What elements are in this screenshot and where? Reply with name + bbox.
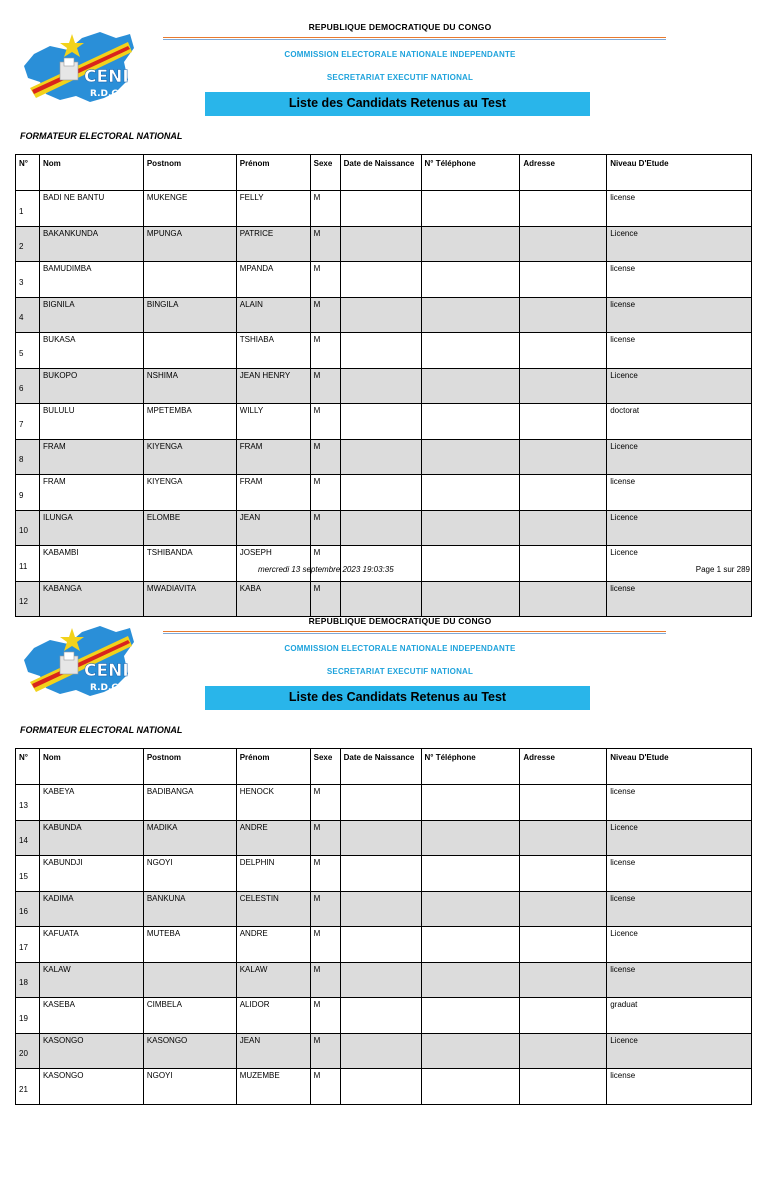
cell-num: 17 <box>16 927 40 963</box>
cell-telephone <box>421 297 520 333</box>
header-rule-blue <box>163 633 666 634</box>
table-row <box>16 785 752 821</box>
cell-postnom: ELOMBE <box>143 510 236 546</box>
logo-text: CENI <box>84 661 129 681</box>
cell-niveau: license <box>607 581 752 617</box>
table-row <box>16 368 752 404</box>
col-telephone: N° Téléphone <box>421 749 520 785</box>
cell-niveau: license <box>607 475 752 511</box>
cell-adresse <box>520 820 607 856</box>
cell-nom: BUKOPO <box>39 368 143 404</box>
cell-prenom: JOSEPH <box>236 546 310 582</box>
cell-sexe: M <box>310 297 340 333</box>
cell-niveau: license <box>607 962 752 998</box>
cell-postnom: NSHIMA <box>143 368 236 404</box>
cell-num: 6 <box>16 368 40 404</box>
cell-postnom: KASONGO <box>143 1033 236 1069</box>
cell-sexe: M <box>310 581 340 617</box>
cell-num: 18 <box>16 962 40 998</box>
cell-sexe: M <box>310 856 340 892</box>
cell-date-naissance <box>340 333 421 369</box>
cell-niveau: Licence <box>607 510 752 546</box>
secretariat-heading: SECRETARIAT EXECUTIF NATIONAL <box>326 667 474 676</box>
logo-subtext: R.D.C <box>90 683 119 693</box>
cell-prenom: JEAN HENRY <box>236 368 310 404</box>
cell-niveau: Licence <box>607 1033 752 1069</box>
logo-subtext: R.D.C <box>90 89 119 99</box>
cell-postnom: MWADIAVITA <box>143 581 236 617</box>
col-adresse: Adresse <box>520 749 607 785</box>
cell-nom: BIGNILA <box>39 297 143 333</box>
cell-date-naissance <box>340 191 421 227</box>
cell-prenom: KALAW <box>236 962 310 998</box>
cell-prenom: ALIDOR <box>236 998 310 1034</box>
cell-date-naissance <box>340 262 421 298</box>
cell-telephone <box>421 404 520 440</box>
col-adresse: Adresse <box>520 155 607 191</box>
cell-telephone <box>421 191 520 227</box>
cell-date-naissance <box>340 998 421 1034</box>
candidates-table <box>15 748 752 1105</box>
commission-heading: COMMISSION ELECTORALE NATIONALE INDEPENDANTE <box>284 644 516 653</box>
cell-nom: KASONGO <box>39 1069 143 1105</box>
table-row <box>16 191 752 227</box>
cell-niveau: license <box>607 297 752 333</box>
cell-date-naissance <box>340 891 421 927</box>
page-number: Page 1 sur 289 <box>695 565 750 574</box>
cell-nom: KASEBA <box>39 998 143 1034</box>
cell-prenom: TSHIABA <box>236 333 310 369</box>
cell-sexe: M <box>310 226 340 262</box>
col-sexe: Sexe <box>310 155 340 191</box>
list-title: Liste des Candidats Retenus au Test <box>205 686 590 710</box>
section-label: FORMATEUR ELECTORAL NATIONAL <box>20 131 183 141</box>
cell-num: 9 <box>16 475 40 511</box>
cell-telephone <box>421 856 520 892</box>
page-2 <box>0 594 768 1188</box>
col-num: N° <box>16 749 40 785</box>
cell-sexe: M <box>310 333 340 369</box>
table-row <box>16 546 752 582</box>
col-nom: Nom <box>39 155 143 191</box>
cell-nom: KABUNDA <box>39 820 143 856</box>
cell-num: 11 <box>16 546 40 582</box>
cell-niveau: Licence <box>607 820 752 856</box>
cell-prenom: FELLY <box>236 191 310 227</box>
cell-num: 21 <box>16 1069 40 1105</box>
cell-adresse <box>520 368 607 404</box>
cell-niveau: license <box>607 891 752 927</box>
cell-sexe: M <box>310 510 340 546</box>
cell-niveau: license <box>607 856 752 892</box>
cell-sexe: M <box>310 368 340 404</box>
table-row <box>16 927 752 963</box>
cell-prenom: HENOCK <box>236 785 310 821</box>
cell-nom: KABUNDJI <box>39 856 143 892</box>
candidates-table <box>15 154 752 617</box>
cell-adresse <box>520 1069 607 1105</box>
cell-adresse <box>520 333 607 369</box>
cell-telephone <box>421 262 520 298</box>
section-label: FORMATEUR ELECTORAL NATIONAL <box>20 725 183 735</box>
table-row <box>16 1033 752 1069</box>
cell-telephone <box>421 439 520 475</box>
table-row <box>16 475 752 511</box>
cell-postnom: KIYENGA <box>143 475 236 511</box>
cell-adresse <box>520 297 607 333</box>
table-row <box>16 510 752 546</box>
cell-telephone <box>421 998 520 1034</box>
cell-adresse <box>520 546 607 582</box>
cell-postnom <box>143 962 236 998</box>
cell-adresse <box>520 475 607 511</box>
cell-niveau: license <box>607 262 752 298</box>
cell-postnom: BANKUNA <box>143 891 236 927</box>
cell-num: 10 <box>16 510 40 546</box>
cell-postnom: CIMBELA <box>143 998 236 1034</box>
cell-prenom: ANDRE <box>236 927 310 963</box>
cell-num: 14 <box>16 820 40 856</box>
cell-prenom: FRAM <box>236 475 310 511</box>
cell-postnom <box>143 333 236 369</box>
cell-nom: BADI NE BANTU <box>39 191 143 227</box>
cell-prenom: KABA <box>236 581 310 617</box>
cell-postnom: MPETEMBA <box>143 404 236 440</box>
cell-nom: KABAMBI <box>39 546 143 582</box>
cell-nom: FRAM <box>39 475 143 511</box>
cell-telephone <box>421 927 520 963</box>
cell-telephone <box>421 226 520 262</box>
cell-adresse <box>520 439 607 475</box>
cell-sexe: M <box>310 546 340 582</box>
cell-telephone <box>421 1033 520 1069</box>
cell-num: 3 <box>16 262 40 298</box>
ceni-logo <box>20 618 138 700</box>
secretariat-heading: SECRETARIAT EXECUTIF NATIONAL <box>326 73 474 82</box>
cell-date-naissance <box>340 856 421 892</box>
cell-prenom: JEAN <box>236 1033 310 1069</box>
cell-sexe: M <box>310 785 340 821</box>
cell-niveau: Licence <box>607 226 752 262</box>
cell-prenom: ANDRE <box>236 820 310 856</box>
cell-telephone <box>421 1069 520 1105</box>
cell-postnom: MPUNGA <box>143 226 236 262</box>
cell-postnom: BINGILA <box>143 297 236 333</box>
cell-date-naissance <box>340 368 421 404</box>
print-date: mercredi 13 septembre 2023 19:03:35 <box>258 565 394 574</box>
logo-text: CENI <box>84 67 129 87</box>
ceni-logo <box>20 24 138 106</box>
cell-nom: BAMUDIMBA <box>39 262 143 298</box>
table-row <box>16 439 752 475</box>
cell-nom: FRAM <box>39 439 143 475</box>
cell-prenom: FRAM <box>236 439 310 475</box>
cell-adresse <box>520 785 607 821</box>
cell-nom: KADIMA <box>39 891 143 927</box>
col-date-naissance: Date de Naissance <box>340 749 421 785</box>
cell-postnom: BADIBANGA <box>143 785 236 821</box>
cell-prenom: WILLY <box>236 404 310 440</box>
table-header-row <box>16 749 752 785</box>
col-prenom: Prénom <box>236 155 310 191</box>
cell-niveau: license <box>607 191 752 227</box>
cell-niveau: license <box>607 333 752 369</box>
col-telephone: N° Téléphone <box>421 155 520 191</box>
cell-adresse <box>520 404 607 440</box>
col-niveau: Niveau D'Etude <box>607 749 752 785</box>
cell-date-naissance <box>340 1033 421 1069</box>
col-date-naissance: Date de Naissance <box>340 155 421 191</box>
cell-num: 13 <box>16 785 40 821</box>
cell-date-naissance <box>340 785 421 821</box>
cell-num: 8 <box>16 439 40 475</box>
table-row <box>16 404 752 440</box>
cell-nom: BAKANKUNDA <box>39 226 143 262</box>
cell-prenom: MPANDA <box>236 262 310 298</box>
cell-niveau: doctorat <box>607 404 752 440</box>
cell-postnom <box>143 262 236 298</box>
cell-date-naissance <box>340 226 421 262</box>
cell-nom: KALAW <box>39 962 143 998</box>
cell-prenom: CELESTIN <box>236 891 310 927</box>
cell-sexe: M <box>310 998 340 1034</box>
col-postnom: Postnom <box>143 749 236 785</box>
table-row <box>16 856 752 892</box>
col-sexe: Sexe <box>310 749 340 785</box>
col-niveau: Niveau D'Etude <box>607 155 752 191</box>
table-row <box>16 962 752 998</box>
header-rule-blue <box>163 39 666 40</box>
cell-date-naissance <box>340 546 421 582</box>
cell-niveau: Licence <box>607 368 752 404</box>
cell-nom: BUKASA <box>39 333 143 369</box>
cell-postnom: MUKENGE <box>143 191 236 227</box>
cell-sexe: M <box>310 927 340 963</box>
cell-num: 12 <box>16 581 40 617</box>
cell-prenom: MUZEMBE <box>236 1069 310 1105</box>
cell-postnom: NGOYI <box>143 1069 236 1105</box>
cell-date-naissance <box>340 475 421 511</box>
table-row <box>16 333 752 369</box>
cell-telephone <box>421 891 520 927</box>
commission-heading: COMMISSION ELECTORALE NATIONALE INDEPENDANTE <box>284 50 516 59</box>
table-row <box>16 998 752 1034</box>
cell-sexe: M <box>310 404 340 440</box>
cell-niveau: Licence <box>607 439 752 475</box>
cell-num: 20 <box>16 1033 40 1069</box>
cell-prenom: PATRICE <box>236 226 310 262</box>
cell-date-naissance <box>340 1069 421 1105</box>
cell-date-naissance <box>340 297 421 333</box>
cell-num: 19 <box>16 998 40 1034</box>
republic-heading: REPUBLIQUE DEMOCRATIQUE DU CONGO <box>308 22 492 32</box>
cell-nom: ILUNGA <box>39 510 143 546</box>
cell-adresse <box>520 510 607 546</box>
cell-num: 15 <box>16 856 40 892</box>
cell-postnom: NGOYI <box>143 856 236 892</box>
cell-sexe: M <box>310 262 340 298</box>
cell-sexe: M <box>310 891 340 927</box>
cell-sexe: M <box>310 439 340 475</box>
cell-niveau: license <box>607 785 752 821</box>
cell-num: 7 <box>16 404 40 440</box>
cell-adresse <box>520 1033 607 1069</box>
cell-date-naissance <box>340 927 421 963</box>
cell-niveau: Licence <box>607 927 752 963</box>
cell-adresse <box>520 262 607 298</box>
table-row <box>16 262 752 298</box>
cell-num: 4 <box>16 297 40 333</box>
col-nom: Nom <box>39 749 143 785</box>
cell-telephone <box>421 510 520 546</box>
list-title: Liste des Candidats Retenus au Test <box>205 92 590 116</box>
cell-telephone <box>421 820 520 856</box>
header-rule <box>163 37 666 38</box>
table-row <box>16 820 752 856</box>
col-postnom: Postnom <box>143 155 236 191</box>
table-header-row <box>16 155 752 191</box>
cell-sexe: M <box>310 475 340 511</box>
cell-niveau: license <box>607 1069 752 1105</box>
cell-telephone <box>421 475 520 511</box>
table-row <box>16 1069 752 1105</box>
header-rule <box>163 631 666 632</box>
cell-telephone <box>421 785 520 821</box>
table-row <box>16 891 752 927</box>
cell-nom: KASONGO <box>39 1033 143 1069</box>
cell-telephone <box>421 368 520 404</box>
cell-date-naissance <box>340 404 421 440</box>
table-row <box>16 297 752 333</box>
cell-nom: KABEYA <box>39 785 143 821</box>
col-prenom: Prénom <box>236 749 310 785</box>
cell-date-naissance <box>340 962 421 998</box>
cell-niveau: graduat <box>607 998 752 1034</box>
cell-sexe: M <box>310 191 340 227</box>
cell-date-naissance <box>340 510 421 546</box>
cell-adresse <box>520 191 607 227</box>
cell-telephone <box>421 546 520 582</box>
cell-sexe: M <box>310 820 340 856</box>
cell-num: 5 <box>16 333 40 369</box>
cell-adresse <box>520 891 607 927</box>
cell-date-naissance <box>340 439 421 475</box>
cell-sexe: M <box>310 1069 340 1105</box>
cell-prenom: JEAN <box>236 510 310 546</box>
cell-num: 2 <box>16 226 40 262</box>
cell-prenom: DELPHIN <box>236 856 310 892</box>
cell-nom: BULULU <box>39 404 143 440</box>
cell-date-naissance <box>340 820 421 856</box>
cell-niveau: Licence <box>607 546 752 582</box>
cell-num: 16 <box>16 891 40 927</box>
cell-postnom: MADIKA <box>143 820 236 856</box>
cell-nom: KAFUATA <box>39 927 143 963</box>
cell-postnom: MUTEBA <box>143 927 236 963</box>
cell-postnom: KIYENGA <box>143 439 236 475</box>
table-row <box>16 226 752 262</box>
cell-num: 1 <box>16 191 40 227</box>
cell-sexe: M <box>310 962 340 998</box>
cell-adresse <box>520 962 607 998</box>
cell-sexe: M <box>310 1033 340 1069</box>
cell-adresse <box>520 856 607 892</box>
republic-heading: REPUBLIQUE DEMOCRATIQUE DU CONGO <box>308 616 492 626</box>
cell-adresse <box>520 226 607 262</box>
cell-postnom: TSHIBANDA <box>143 546 236 582</box>
cell-telephone <box>421 962 520 998</box>
cell-prenom: ALAIN <box>236 297 310 333</box>
cell-adresse <box>520 998 607 1034</box>
cell-adresse <box>520 927 607 963</box>
col-num: N° <box>16 155 40 191</box>
cell-nom: KABANGA <box>39 581 143 617</box>
cell-telephone <box>421 333 520 369</box>
